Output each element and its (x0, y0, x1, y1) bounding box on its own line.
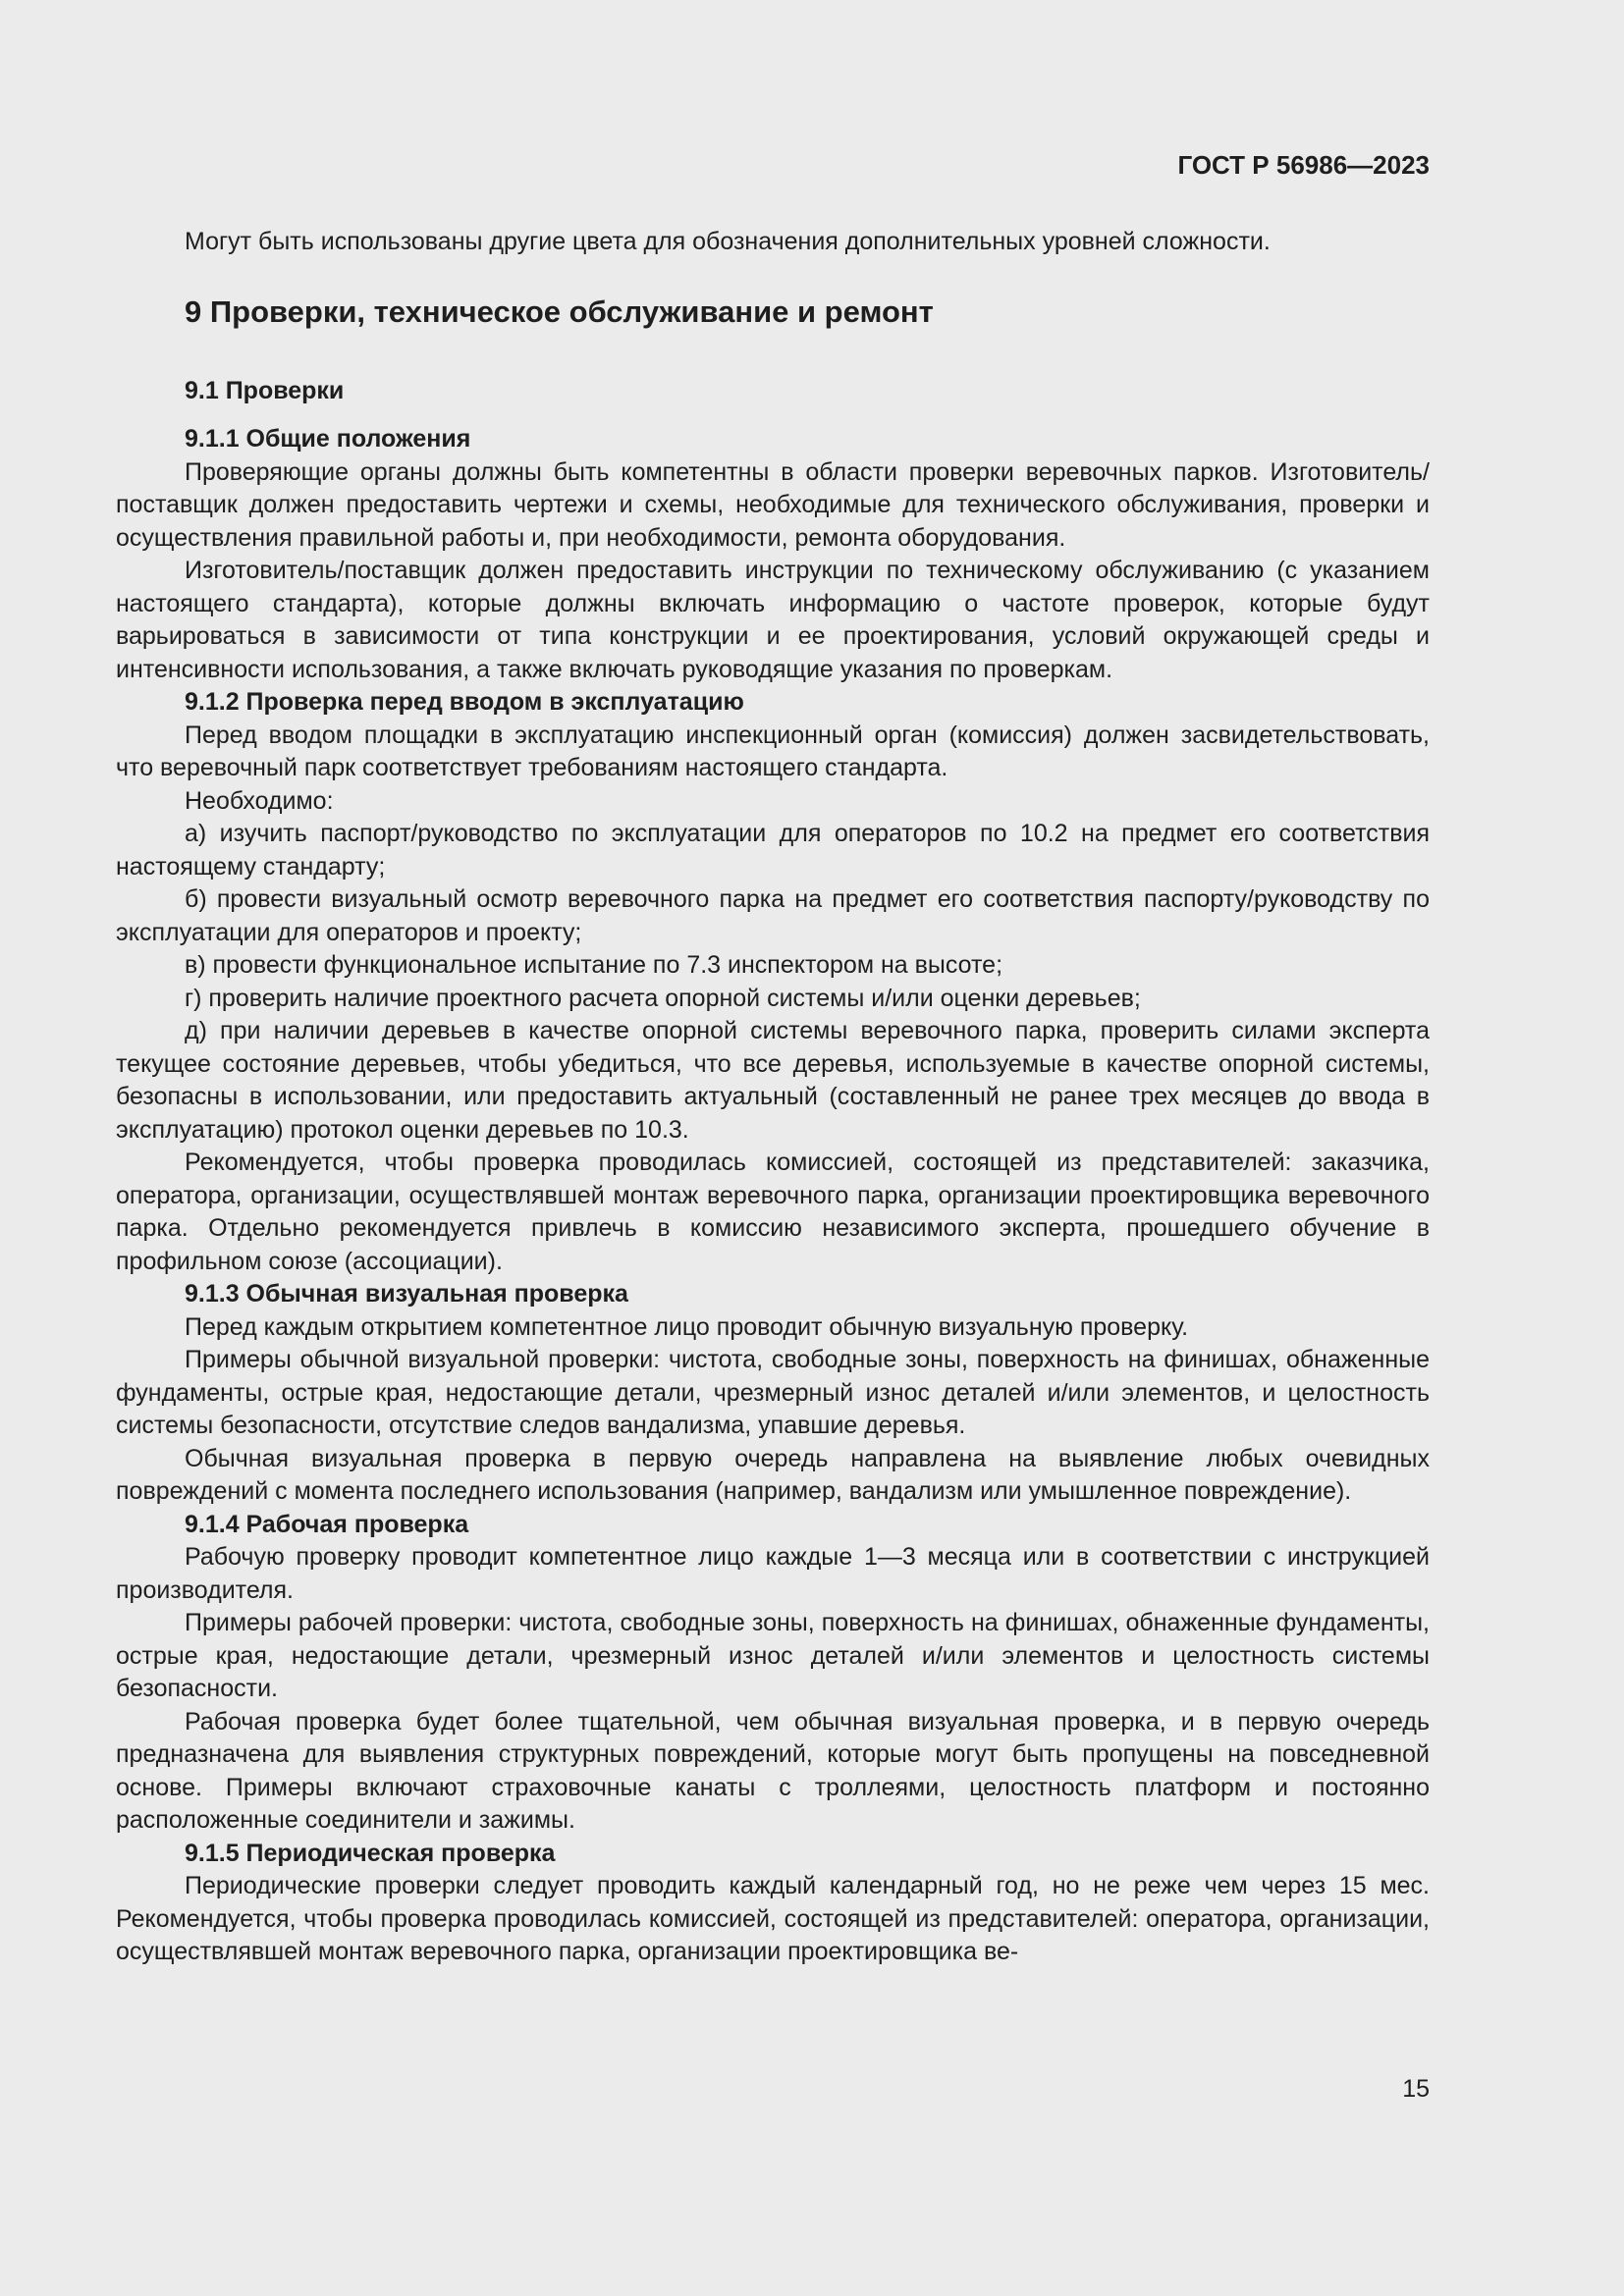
intro-paragraph: Могут быть использованы другие цвета для обозначения дополнительных уровней сложности. (185, 228, 1271, 255)
page-number: 15 (1402, 2075, 1430, 2103)
clause-9-1-2-paragraph: Рекомендуется, чтобы проверка проводилась комиссией, состоящей из представителей: заказчика, оператора, организации, осуществлявшей монтаж веревочного парка, организации проектировщика веревочного парка. Отдельно рекомендуется привлечь в комиссию независимого эксперта, прошедшего обучение в профильном союзе (ассоциации). (116, 1148, 1430, 1275)
list-item: г) проверить наличие проектного расчета опорной системы и/или оценки деревьев; (185, 984, 1141, 1012)
list-item: д) при наличии деревьев в качестве опорной системы веревочного парка, проверить силами эксперта текущее состояние деревьев, чтобы убедиться, что все деревья, используемые в качестве опорной системы, безопасны в использовании, или предоставить актуальный (составленный не ранее трех месяцев до ввода в эксплуатацию) протокол оценки деревьев по 10.3. (116, 1017, 1430, 1144)
list-item: б) провести визуальный осмотр веревочного парка на предмет его соответствия паспорту/руководству по эксплуатации для операторов и проекту; (116, 885, 1430, 946)
section-title: 9 Проверки, техническое обслуживание и ремонт (185, 294, 934, 329)
clause-9-1-3-paragraph: Примеры обычной визуальной проверки: чистота, свободные зоны, поверхность на финишах, обнаженные фундаменты, острые края, недостающие детали, чрезмерный износ деталей и/или элементов, и целостность системы безопасности, отсутствие следов вандализма, упавшие деревья. (116, 1346, 1430, 1439)
clause-9-1-4-paragraph: Примеры рабочей проверки: чистота, свободные зоны, поверхность на финишах, обнаженные фундаменты, острые края, недостающие детали, чрезмерный износ деталей и/или элементов и целостность системы безопасности. (116, 1609, 1430, 1702)
clause-9-1-4-paragraph: Рабочую проверку проводит компетентное лицо каждые 1—3 месяца или в соответствии с инструкцией производителя. (116, 1543, 1430, 1604)
clause-9-1-5-title: 9.1.5 Периодическая проверка (185, 1839, 556, 1867)
clause-9-1-1-paragraph: Проверяющие органы должны быть компетентны в области проверки веревочных парков. Изготовитель/поставщик должен предоставить чертежи и схемы, необходимые для технического обслуживания, проверки и осуществления правильной работы и, при необходимости, ремонта оборудования. (116, 457, 1430, 552)
clause-9-1-1-title: 9.1.1 Общие положения (185, 425, 471, 453)
clause-9-1-3-title: 9.1.3 Обычная визуальная проверка (185, 1280, 628, 1308)
clause-9-1-1-paragraph: Изготовитель/поставщик должен предоставить инструкции по техническому обслуживанию (с указанием настоящего стандарта), которые должны включать информацию о частоте проверок, которые будут варьироваться в зависимости от типа конструкции и ее проектирования, условий окружающей среды и интенсивности использования, а также включать руководящие указания по проверкам. (116, 557, 1430, 683)
subsection-title: 9.1 Проверки (185, 376, 345, 404)
clause-9-1-3-paragraph: Перед каждым открытием компетентное лицо проводит обычную визуальную проверку. (185, 1312, 1189, 1341)
clause-9-1-5-paragraph: Периодические проверки следует проводить каждый календарный год, но не реже чем через 15 мес. Рекомендуется, чтобы проверка проводилась комиссией, состоящей из представителей: оператора, организации, осуществлявшей монтаж веревочного парка, организации проектировщика ве- (116, 1872, 1430, 1965)
page-content (116, 226, 1430, 1969)
list-item: в) провести функциональное испытание по 7.3 инспектором на высоте; (185, 951, 1003, 979)
clause-9-1-2-title: 9.1.2 Проверка перед вводом в эксплуатацию (185, 688, 744, 716)
clause-9-1-4-title: 9.1.4 Рабочая проверка (185, 1510, 469, 1538)
clause-9-1-4-paragraph: Рабочая проверка будет более тщательной, чем обычная визуальная проверка, и в первую очередь предназначена для выявления структурных повреждений, которые могут быть пропущены на повседневной основе. Примеры включают страховочные канаты с троллеями, целостность платформ и постоянно расположенные соединители и зажимы. (116, 1707, 1430, 1834)
list-item: а) изучить паспорт/руководство по эксплуатации для операторов по 10.2 на предмет его соответствия настоящему стандарту; (116, 820, 1430, 881)
page-footer (116, 2073, 1430, 2106)
clause-9-1-3-paragraph: Обычная визуальная проверка в первую очередь направлена на выявление любых очевидных повреждений с момента последнего использования (например, вандализм или умышленное повреждение). (116, 1444, 1430, 1505)
document-header (116, 147, 1430, 183)
clause-9-1-2-paragraph: Перед вводом площадки в эксплуатацию инспекционный орган (комиссия) должен засвидетельствовать, что веревочный парк соответствует требованиям настоящего стандарта. (116, 721, 1430, 781)
document-id: ГОСТ Р 56986—2023 (1177, 150, 1430, 180)
clause-9-1-2-paragraph: Необходимо: (185, 786, 334, 815)
